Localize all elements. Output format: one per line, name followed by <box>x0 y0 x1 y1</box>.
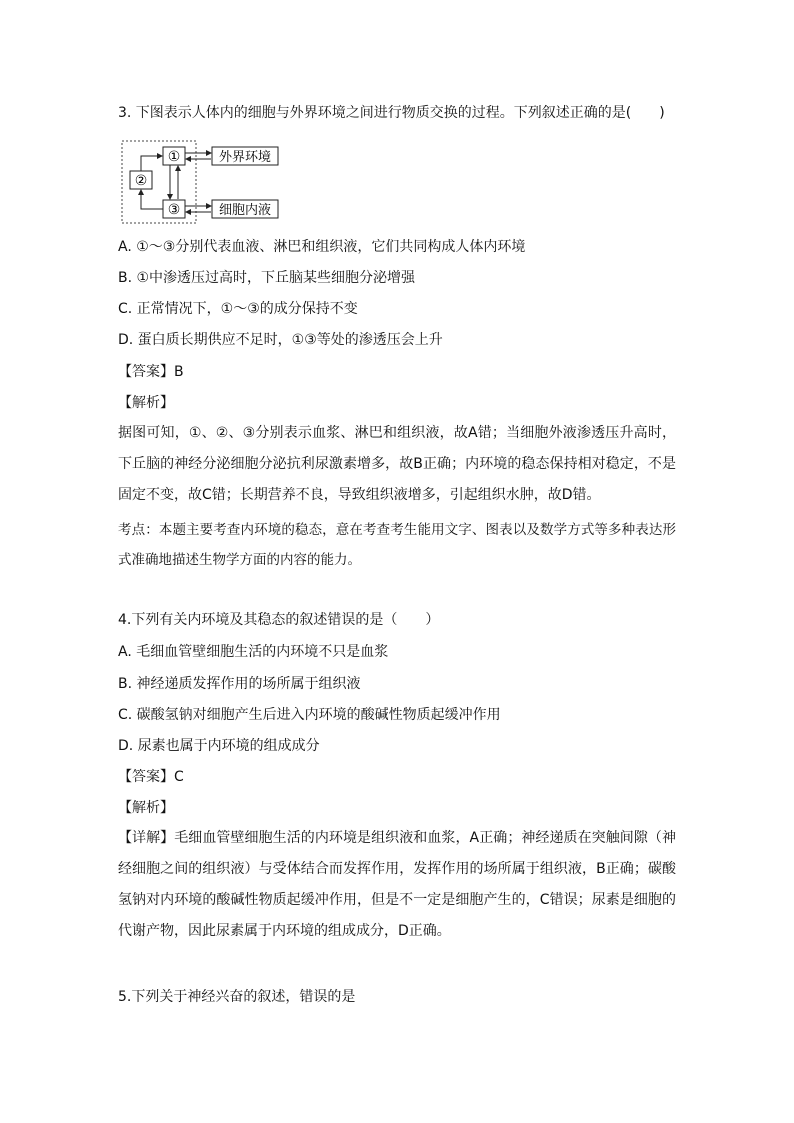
exchange-diagram <box>118 139 288 225</box>
q3-diagram <box>118 139 288 225</box>
q4-answer: 【答案】C <box>118 769 184 785</box>
q4-option-a: A. 毛细血管壁细胞生活的内环境不只是血浆 <box>118 644 389 660</box>
q3-option-d: D. 蛋白质长期供应不足时，①③等处的渗透压会上升 <box>118 332 443 348</box>
arrow-3-to-2 <box>141 190 163 209</box>
q3-stem: 3. 下图表示人体内的细胞与外界环境之间进行物质交换的过程。下列叙述正确的是( ) <box>118 105 665 121</box>
q3-option-b: B. ①中渗透压过高时，下丘脑某些细胞分泌增强 <box>118 270 416 286</box>
q3-point: 考点：本题主要考查内环境的稳态，意在考查考生能用文字、图表以及数学方式等多种表达形式准确地描述生物学方面的内容的能力。 <box>118 522 676 568</box>
q3-analysis-title: 【解析】 <box>118 395 174 411</box>
q4-analysis-title: 【解析】 <box>118 800 174 816</box>
node-1-label: ① <box>167 149 181 165</box>
q3-analysis: 据图可知，①、②、③分别表示血浆、淋巴和组织液，故A错；当细胞外液渗透压升高时，下丘脑的神经分泌细胞分泌抗利尿激素增多，故B正确；内环境的稳态保持相对稳定，不是固定不变，故C错；长期营养不良，导致组织液增多，引起组织水肿，故D错。 <box>118 425 676 503</box>
q4-detail: 【详解】毛细血管壁细胞生活的内环境是组织液和血浆，A正确；神经递质在突触间隙（神经细胞之间的组织液）与受体结合而发挥作用，发挥作用的场所属于组织液，B正确；碳酸氢钠对内环境的酸碱性物质起缓冲作用，但是不一定是细胞产生的，C错误；尿素是细胞的代谢产物，因此尿素属于内环境的组成成分，D正确。 <box>118 830 676 939</box>
q5-stem: 5.下列关于神经兴奋的叙述，错误的是 <box>118 989 356 1005</box>
q4-stem: 4.下列有关内环境及其稳态的叙述错误的是（ ） <box>118 612 440 628</box>
q3-option-c: C. 正常情况下，①～③的成分保持不变 <box>118 301 358 317</box>
q4-option-c: C. 碳酸氢钠对细胞产生后进入内环境的酸碱性物质起缓冲作用 <box>118 707 501 723</box>
q3-option-a: A. ①～③分别代表血液、淋巴和组织液，它们共同构成人体内环境 <box>118 239 526 255</box>
q3-answer: 【答案】B <box>118 364 184 380</box>
q4-option-d: D. 尿素也属于内环境的组成成分 <box>118 738 320 754</box>
node-2-label: ② <box>134 173 148 189</box>
arrow-2-to-1 <box>141 156 162 171</box>
outside-environment-label: 外界环境 <box>218 150 272 165</box>
q4-option-b: B. 神经递质发挥作用的场所属于组织液 <box>118 676 361 692</box>
node-3-label: ③ <box>167 202 181 218</box>
intracellular-fluid-label: 细胞内液 <box>218 203 272 218</box>
